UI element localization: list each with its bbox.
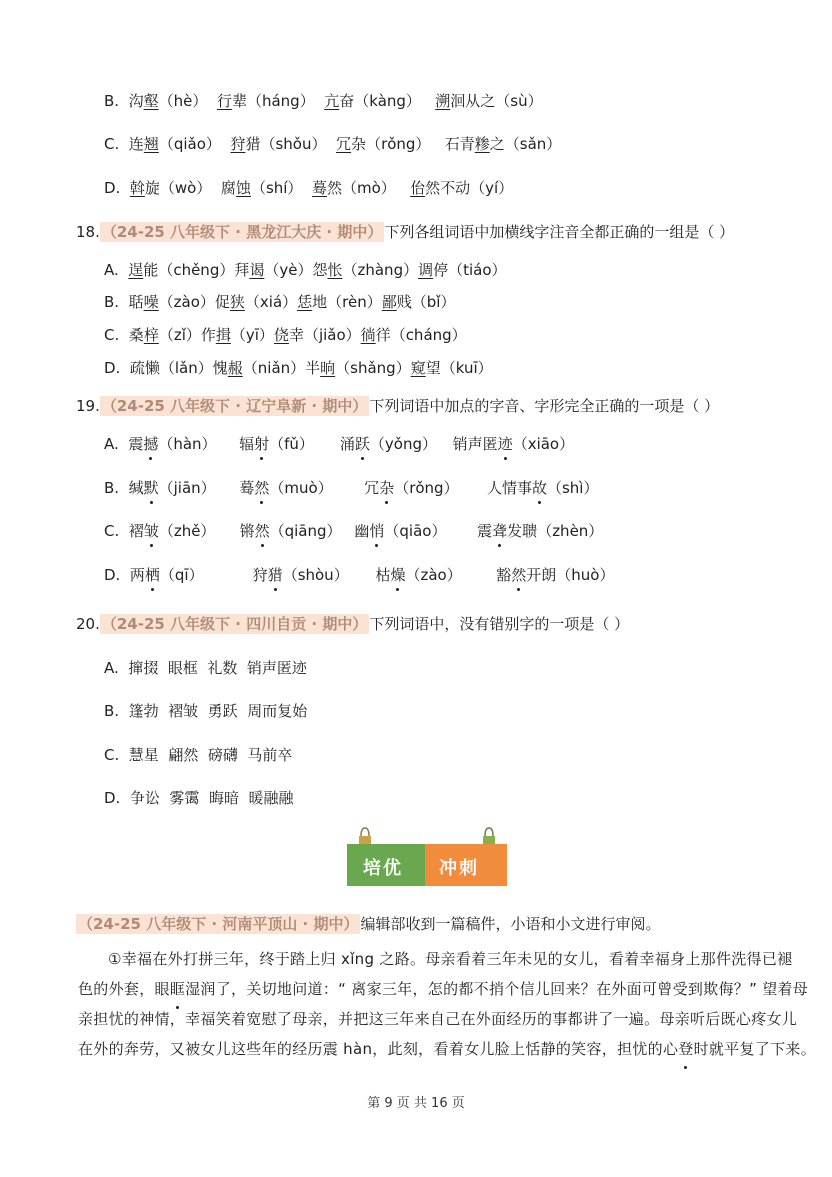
binder-clip-icon: [479, 826, 499, 846]
section-banner: [347, 840, 507, 886]
reading-paragraph: ①幸福在外打拼三年，终于踏上归 xǐng 之路。母亲看着三年未见的女儿，看着幸福身上那件洗得已褪 色的外套，眼眶湿润了，关切地问道：“ 离家三年，怎的都不捎个信儿回来？在外面可曾受到欺侮？” 望着母 亲担忧的神情，幸福笑着宽慰了母亲，并把这三年来自己在外面经历的事都讲了一遍。母亲听后既心疼女儿 在外的奔劳，又被女儿这些年的经历震 hàn，此刻，看着女儿脸上恬静的笑容，担忧的心登时就平复了下来。: [78, 944, 768, 1064]
source-tag: （24-25 八年级下 · 四川自贡 · 期中）: [101, 615, 368, 633]
banner-right-text: 冲刺: [439, 858, 479, 879]
q17-option-b: B. 沟壑（hè） 行辈（háng） 亢奋（kàng） 溯洄从之（sù）: [104, 92, 543, 110]
q18-option-d: D. 疏懒（lǎn）愧赧（niǎn）半晌（shǎng）窥望（kuī）: [104, 359, 493, 377]
q17-option-d: D. 斡旋（wò） 腐蚀（shí） 蓦然（mò） 佁然不动（yí）: [104, 179, 514, 197]
q20-option-a: A. 撺掇 眼框 礼数 销声匿迹: [104, 659, 307, 677]
q19-option-b: B. 缄默（jiān） 蓦然（muò） 冗杂（rǒng） 人情事故（shì）: [104, 479, 599, 497]
q18-option-c: C. 桑梓（zǐ）作揖（yī）侥幸（jiǎo）徜徉（cháng）: [104, 326, 467, 344]
page-footer: 第 9 页 共 16 页: [367, 1096, 465, 1111]
binder-clip-icon: [355, 826, 375, 846]
source-tag: （24-25 八年级下 · 河南平顶山 · 期中）: [78, 915, 359, 933]
q20-option-d: D. 争讼 雾霭 晦暗 暖融融: [104, 789, 294, 807]
q19-option-d: D. 两栖（qī） 狩猎（shòu） 枯燥（zào） 豁然开朗（huò）: [104, 566, 615, 584]
source-tag: （24-25 八年级下 · 黑龙江大庆 · 期中）: [101, 223, 383, 241]
source-tag: （24-25 八年级下 · 辽宁阜新 · 期中）: [101, 397, 368, 415]
q20-option-c: C. 慧星 翩然 磅礴 马前卒: [104, 746, 293, 764]
q20-stem: 20. （24-25 八年级下 · 四川自贡 · 期中） 下列词语中，没有错别字的一项是（ ）: [76, 615, 630, 633]
q18-option-a: A. 逞能（chěng）拜谒（yè）怨怅（zhàng）调停（tiáo）: [104, 261, 507, 279]
reading-intro: （24-25 八年级下 · 河南平顶山 · 期中） 编辑部收到一篇稿件，小语和小文进行审阅。: [78, 915, 661, 933]
q18-option-b: B. 聒噪（zào）促狭（xiá）恁地（rèn）鄙贱（bǐ）: [104, 293, 456, 311]
q19-option-c: C. 褶皱（zhě） 锵然（qiāng） 幽悄（qiāo） 震聋发聩（zhèn）: [104, 522, 604, 540]
q18-stem: 18. （24-25 八年级下 · 黑龙江大庆 · 期中） 下列各组词语中加横线字注音全都正确的一组是（ ）: [76, 223, 735, 241]
q20-option-b: B. 篷勃 褶皱 勇跃 周而复始: [104, 702, 308, 720]
q19-stem: 19. （24-25 八年级下 · 辽宁阜新 · 期中） 下列词语中加点的字音、字形完全正确的一项是（ ）: [76, 397, 720, 415]
banner-left-text: 培优: [363, 858, 403, 879]
q17-option-c: C. 连翘（qiǎo） 狩猎（shǒu） 冗杂（rǒng） 石青糁之（sǎn）: [104, 135, 562, 153]
q19-option-a: A. 震撼（hàn） 辐射（fǔ） 涌跃（yǒng） 销声匿迹（xiāo）: [104, 435, 575, 453]
